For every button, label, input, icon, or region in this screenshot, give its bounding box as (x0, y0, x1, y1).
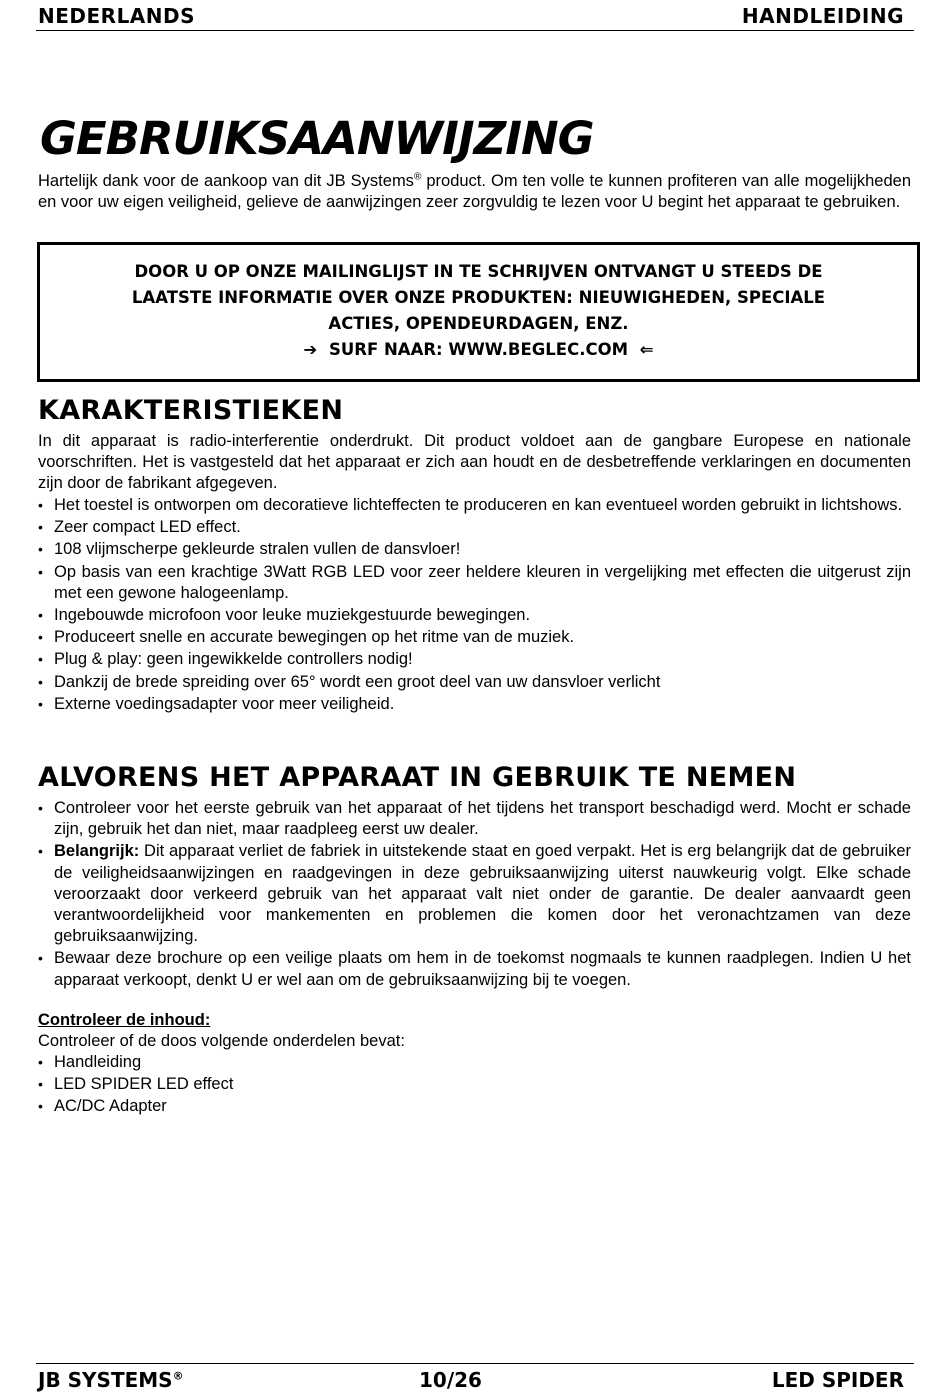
list-item (38, 672, 911, 693)
bullet-icon: • (38, 843, 43, 860)
list-item-text: Ingebouwde microfoon voor leuke muziekgestuurde bewegingen. (54, 606, 531, 625)
header-doc-type: HANDLEIDING (741, 4, 904, 28)
bullet-icon: • (38, 673, 43, 690)
important-label: Belangrijk: (54, 842, 140, 861)
page-header (36, 2, 914, 31)
features-intro: In dit apparaat is radio-interferentie onderdrukt. Dit product voldoet aan de gangbare Europese en nationale voorschriften. Het is vastgesteld dat het apparaat er zich aan houdt en de desbetreffende verklaringen en documenten zijn door de fabrikant afgegeven. (38, 432, 911, 492)
features-list (38, 495, 911, 716)
intro-text-2: product. Om ten volle te kunnen profiteren van alle mogelijkheden en voor uw eigen veiligheid, gelieve de aanwijzingen zeer zorgvuldig te lezen voor U begint het apparaat te gebruiken. (38, 172, 911, 211)
list-item (38, 562, 911, 604)
list-item (38, 649, 911, 670)
arrow-left-icon: ⇐ (639, 340, 654, 359)
bullet-icon: • (38, 800, 43, 816)
footer-brand-text: JB SYSTEMS (38, 1368, 173, 1392)
list-item-text: Plug & play: geen ingewikkelde controllers nodig! (54, 650, 413, 669)
list-item (38, 1074, 911, 1095)
list-item (38, 694, 911, 715)
page-footer (36, 1363, 914, 1394)
header-language: NEDERLANDS (38, 4, 196, 28)
list-item (38, 495, 911, 516)
list-item (38, 517, 911, 538)
notice-line-1: DOOR U OP ONZE MAILINGLIJST IN TE SCHRIJVEN ONTVANGT U STEEDS DE (134, 262, 823, 281)
surf-url-text[interactable]: SURF NAAR: WWW.BEGLEC.COM (328, 340, 629, 359)
bullet-icon: • (38, 1076, 43, 1093)
list-item-text: Het toestel is ontworpen om decoratieve lichteffecten te produceren en kan eventueel worden gebruikt in lichtshows. (54, 496, 903, 514)
bullet-icon: • (38, 563, 43, 580)
list-item-text: AC/DC Adapter (54, 1097, 167, 1116)
list-item-text: Controleer voor het eerste gebruik van het apparaat of het tijdens het transport beschadigd werd. Mocht er schade zijn, gebruik het dan niet, maar raadpleeg eerst uw dealer. (54, 799, 911, 839)
list-item (38, 539, 911, 560)
list-item-text: Produceert snelle en accurate bewegingen op het ritme van de muziek. (54, 628, 575, 647)
notice-line-3: ACTIES, OPENDEURDAGEN, ENZ. (328, 314, 629, 333)
list-item-text: Externe voedingsadapter voor meer veiligheid. (54, 694, 395, 713)
list-item (38, 1052, 911, 1073)
registered-mark: ® (413, 171, 422, 183)
bullet-icon: • (38, 1098, 43, 1115)
list-item (38, 605, 911, 626)
footer-product: LED SPIDER (771, 1368, 904, 1392)
contents-list (38, 1052, 911, 1119)
bullet-icon: • (38, 519, 43, 536)
bullet-icon: • (38, 497, 43, 513)
list-item-text: Op basis van een krachtige 3Watt RGB LED voor zeer heldere kleuren in vergelijking met effecten die uitgerust zijn met een gewone halogeenlamp. (54, 562, 911, 602)
list-item-text: Dankzij de brede spreiding over 65° wordt een groot deel van uw dansvloer verlicht (54, 672, 661, 691)
footer-registered-mark: ® (172, 1369, 184, 1383)
page-number: 10/26 (419, 1368, 482, 1392)
list-item-text: Dit apparaat verliet de fabriek in uitstekende staat en goed verpakt. Het is erg belangrijk dat de gebruiker de veiligheidsaanwijzingen en raadgevingen in deze gebruiksaanwijzing uiterst nauwkeurig volgt. Elke schade veroorzaakt door verkeerd gebruik van het apparaat valt niet onder de garantie. De dealer aanvaardt geen verantwoordelijkheid voor mankementen en problemen die komen door het veronachtzamen van deze gebruiksaanwijzing. (54, 842, 911, 946)
bullet-icon: • (38, 607, 43, 624)
list-item-text: Zeer compact LED effect. (54, 518, 241, 537)
document-title: GEBRUIKSAANWIJZING (40, 112, 594, 165)
section-heading-before-use: ALVORENS HET APPARAAT IN GEBRUIK TE NEMEN (38, 762, 797, 793)
mailing-list-notice (37, 242, 920, 382)
list-item (38, 841, 911, 947)
list-item (38, 798, 911, 840)
list-item (38, 1096, 911, 1117)
footer-brand (38, 1368, 184, 1392)
notice-surf-line (40, 337, 917, 363)
arrow-right-icon: ➔ (303, 340, 318, 359)
bullet-icon: • (38, 695, 43, 712)
list-item-text: Handleiding (54, 1053, 142, 1071)
list-item (38, 627, 911, 648)
list-item-text: 108 vlijmscherpe gekleurde stralen vullen de dansvloer! (54, 540, 461, 559)
contents-heading: Controleer de inhoud: (38, 1011, 211, 1029)
list-item (38, 948, 911, 990)
before-use-list (38, 798, 911, 992)
bullet-icon: • (38, 651, 43, 668)
list-item-text: Bewaar deze brochure op een veilige plaats om hem in de toekomst nogmaals te kunnen raadplegen. Indien U het apparaat verkoopt, denkt U er wel aan om de gebruiksaanwijzing bij te voegen. (54, 949, 911, 989)
intro-paragraph (38, 171, 911, 213)
bullet-icon: • (38, 950, 43, 967)
bullet-icon: • (38, 1054, 43, 1070)
bullet-icon: • (38, 629, 43, 646)
bullet-icon: • (38, 541, 43, 558)
section-heading-features: KARAKTERISTIEKEN (38, 395, 344, 426)
contents-intro: Controleer of de doos volgende onderdelen bevat: (38, 1032, 405, 1050)
list-item-text: LED SPIDER LED effect (54, 1075, 234, 1094)
notice-line-2: LAATSTE INFORMATIE OVER ONZE PRODUKTEN: NIEUWIGHEDEN, SPECIALE (131, 288, 826, 307)
intro-text-1: Hartelijk dank voor de aankoop van dit JB Systems (38, 172, 414, 190)
